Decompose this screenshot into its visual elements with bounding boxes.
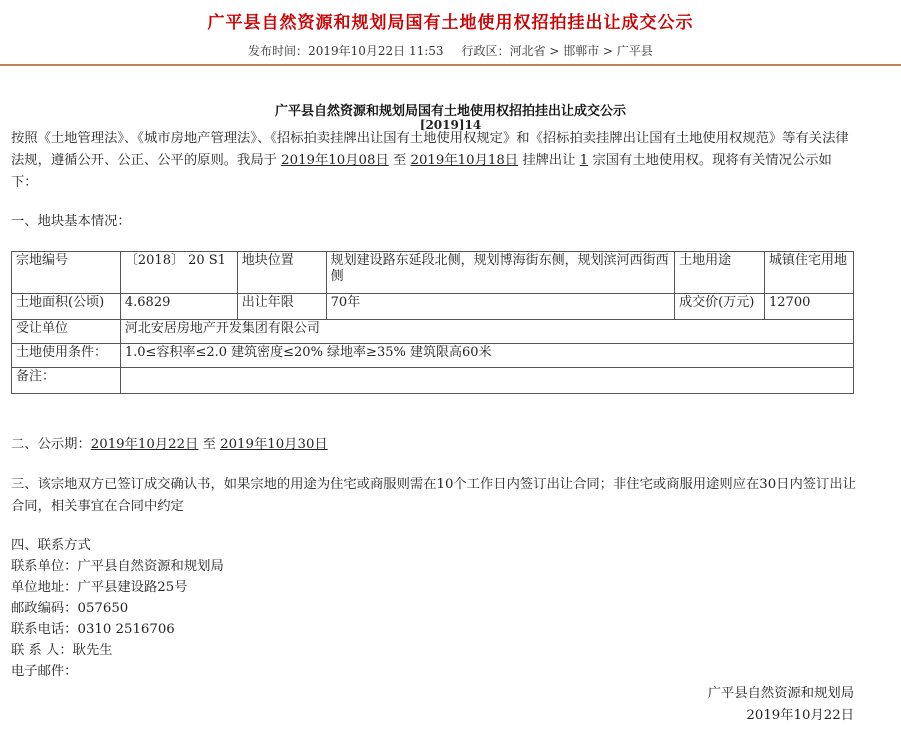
parcel-no: 〔2018〕 20 S1 (120, 252, 237, 294)
conditions: 1.0≤容积率≤2.0 建筑密度≤20% 绿地率≥35% 建筑限高60米 (120, 344, 853, 368)
term: 70年 (326, 294, 674, 320)
header-divider (0, 64, 901, 66)
doc-title: 广平县自然资源和规划局国有土地使用权招拍挂出让成交公示 (274, 104, 626, 119)
section3-contract-note: 三、该宗地双方已签订成交确认书，如果宗地的用途为住宅或商服则需在10个工作日内签订出让合同；非住宅或商服用途则应在30日内签订出让合同，相关事宜在合同中约定 (11, 477, 856, 514)
contact-email: 电子邮件： (11, 664, 78, 679)
contact-phone: 联系电话：0310 2516706 (11, 622, 175, 637)
publicity-end-date: 2019年10月30日 (220, 437, 328, 452)
publish-time-label: 发布时间： (248, 44, 309, 58)
grantee-label: 受让单位 (12, 320, 121, 344)
signature-org: 广平县自然资源和规划局 (707, 686, 854, 701)
remarks-label: 备注： (12, 368, 121, 394)
intro-paragraph: 按照《土地管理法》、《城市房地产管理法》、《招标拍卖挂牌出让国有土地使用权规定》和《招标拍卖挂牌出让国有土地使用权规范》等有关法律法规，遵循公开、公正、公平的原则。我局于 2019年10月08日 至 2019年10月18日 挂牌出让 1 宗国有土地使用权。现将有关情况公示如下： (11, 131, 849, 190)
parcel-no-label: 宗地编号 (12, 252, 121, 294)
area-label: 土地面积(公顷) (12, 294, 121, 320)
contact-address: 单位地址：广平县建设路25号 (11, 580, 188, 595)
publish-meta (0, 42, 901, 59)
term-label: 出让年限 (237, 294, 326, 320)
price: 12700 (765, 294, 854, 320)
page-title: 广平县自然资源和规划局国有土地使用权招拍挂出让成交公示 (207, 13, 694, 33)
signature-date: 2019年10月22日 (746, 708, 854, 723)
listing-end-date: 2019年10月18日 (410, 153, 519, 168)
publicity-start-date: 2019年10月22日 (90, 437, 199, 452)
contact-person: 联 系 人：耿先生 (11, 643, 113, 658)
section2-publicity-period: 二、公示期：2019年10月22日 至 2019年10月30日 (11, 437, 328, 452)
table-row (12, 294, 854, 320)
location: 规划建设路东延段北侧，规划博海街东侧，规划滨河西街西侧 (326, 252, 674, 294)
contact-unit: 联系单位：广平县自然资源和规划局 (11, 559, 224, 574)
region-breadcrumb: 河北省 > 邯郸市 > 广平县 (509, 44, 653, 58)
region-label: 行政区： (461, 44, 510, 58)
table-row (12, 368, 854, 394)
publish-time: 2019年10月22日 11:53 (308, 44, 444, 58)
table-row (12, 252, 854, 294)
location-label: 地块位置 (237, 252, 326, 294)
land-info-table (11, 251, 854, 394)
listing-start-date: 2019年10月08日 (281, 153, 389, 168)
doc-number: [2019]14 (419, 118, 482, 132)
grantee: 河北安居房地产开发集团有限公司 (120, 320, 853, 344)
section4-title: 四、联系方式 (11, 538, 91, 553)
remarks (120, 368, 853, 394)
table-row (12, 320, 854, 344)
table-row (12, 344, 854, 368)
contact-postcode: 邮政编码：057650 (11, 601, 129, 616)
section1-title: 一、地块基本情况： (11, 214, 131, 229)
usage: 城镇住宅用地 (765, 252, 854, 294)
usage-label: 土地用途 (675, 252, 765, 294)
area: 4.6829 (120, 294, 237, 320)
conditions-label: 土地使用条件： (12, 344, 121, 368)
parcel-count: 1 (579, 153, 589, 168)
price-label: 成交价(万元) (675, 294, 765, 320)
